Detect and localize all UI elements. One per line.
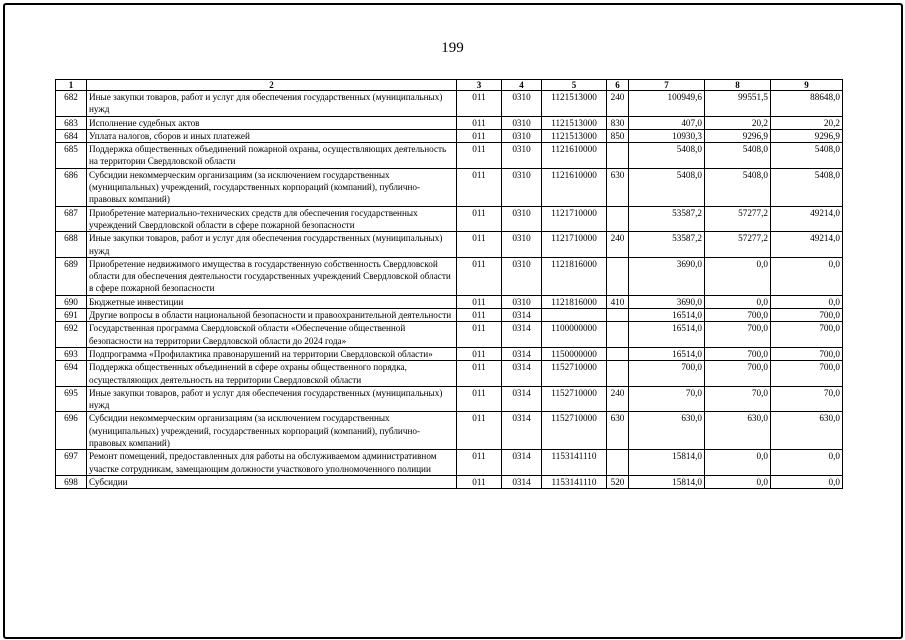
row-number: 694 (56, 361, 87, 387)
row-amount-2022: 630,0 (629, 412, 705, 450)
row-target-code: 1153141110 (542, 450, 607, 476)
row-amount-2024: 70,0 (771, 386, 843, 412)
row-target-code: 1153141110 (542, 475, 607, 488)
table-row (56, 295, 843, 308)
row-section-code: 0314 (502, 386, 542, 412)
row-expense-type: 410 (607, 295, 629, 308)
row-number: 690 (56, 295, 87, 308)
column-header: 2 (87, 80, 457, 91)
row-section-code: 0310 (502, 91, 542, 117)
row-number: 687 (56, 206, 87, 232)
row-amount-2022: 5408,0 (629, 143, 705, 169)
table-row (56, 450, 843, 476)
table-row (56, 168, 843, 206)
row-target-code: 1121513000 (542, 91, 607, 117)
table-row (56, 412, 843, 450)
row-amount-2023: 20,2 (705, 116, 771, 129)
row-ministry-code: 011 (457, 412, 502, 450)
row-number: 697 (56, 450, 87, 476)
row-name: Государственная программа Свердловской области «Обеспечение общественной безопасности на территории Свердловской области до 2024 года» (87, 322, 457, 348)
row-amount-2022: 70,0 (629, 386, 705, 412)
row-amount-2022: 16514,0 (629, 309, 705, 322)
row-amount-2023: 0,0 (705, 295, 771, 308)
row-expense-type (607, 206, 629, 232)
table-row (56, 475, 843, 488)
column-header: 9 (771, 80, 843, 91)
row-target-code (542, 309, 607, 322)
row-amount-2024: 5408,0 (771, 143, 843, 169)
row-amount-2022: 100949,6 (629, 91, 705, 117)
row-amount-2023: 57277,2 (705, 232, 771, 258)
column-header: 8 (705, 80, 771, 91)
row-expense-type: 830 (607, 116, 629, 129)
row-expense-type: 630 (607, 412, 629, 450)
row-section-code: 0314 (502, 475, 542, 488)
row-amount-2024: 9296,9 (771, 129, 843, 142)
row-expense-type (607, 347, 629, 360)
row-name: Субсидии некоммерческим организациям (за исключением государственных (муниципальных) учреждений, государственных корпораций (компаний), публично-правовых компаний) (87, 168, 457, 206)
row-ministry-code: 011 (457, 295, 502, 308)
table-row (56, 116, 843, 129)
row-expense-type (607, 361, 629, 387)
row-amount-2022: 16514,0 (629, 322, 705, 348)
row-ministry-code: 011 (457, 206, 502, 232)
row-name: Поддержка общественных объединений пожарной охраны, осуществляющих деятельность на территории Свердловской области (87, 143, 457, 169)
row-amount-2024: 700,0 (771, 322, 843, 348)
row-name: Иные закупки товаров, работ и услуг для обеспечения государственных (муниципальных) нужд (87, 232, 457, 258)
row-section-code: 0314 (502, 450, 542, 476)
row-section-code: 0314 (502, 412, 542, 450)
row-section-code: 0314 (502, 347, 542, 360)
row-expense-type: 630 (607, 168, 629, 206)
row-ministry-code: 011 (457, 143, 502, 169)
row-ministry-code: 011 (457, 232, 502, 258)
row-section-code: 0310 (502, 257, 542, 295)
row-ministry-code: 011 (457, 475, 502, 488)
row-amount-2023: 630,0 (705, 412, 771, 450)
table-header-row (56, 80, 843, 91)
row-amount-2024: 5408,0 (771, 168, 843, 206)
row-number: 689 (56, 257, 87, 295)
row-amount-2022: 5408,0 (629, 168, 705, 206)
row-amount-2024: 20,2 (771, 116, 843, 129)
row-ministry-code: 011 (457, 450, 502, 476)
row-target-code: 1152710000 (542, 361, 607, 387)
row-amount-2024: 0,0 (771, 475, 843, 488)
row-name: Бюджетные инвестиции (87, 295, 457, 308)
row-amount-2023: 700,0 (705, 322, 771, 348)
row-expense-type (607, 309, 629, 322)
row-name: Исполнение судебных актов (87, 116, 457, 129)
row-amount-2023: 0,0 (705, 257, 771, 295)
row-amount-2022: 10930,3 (629, 129, 705, 142)
row-expense-type: 520 (607, 475, 629, 488)
row-amount-2024: 700,0 (771, 361, 843, 387)
row-target-code: 1121816000 (542, 257, 607, 295)
column-header: 7 (629, 80, 705, 91)
row-number: 693 (56, 347, 87, 360)
row-name: Иные закупки товаров, работ и услуг для обеспечения государственных (муниципальных) нужд (87, 386, 457, 412)
row-number: 691 (56, 309, 87, 322)
row-section-code: 0314 (502, 309, 542, 322)
row-number: 683 (56, 116, 87, 129)
column-header: 1 (56, 80, 87, 91)
row-target-code: 1150000000 (542, 347, 607, 360)
table-row (56, 143, 843, 169)
row-amount-2022: 3690,0 (629, 295, 705, 308)
row-number: 692 (56, 322, 87, 348)
row-target-code: 1121610000 (542, 143, 607, 169)
row-target-code: 1121816000 (542, 295, 607, 308)
row-name: Приобретение материально-технических средств для обеспечения государственных учреждений Свердловской области в сфере пожарной безопасности (87, 206, 457, 232)
table-row (56, 257, 843, 295)
column-header: 5 (542, 80, 607, 91)
table-row (56, 322, 843, 348)
row-target-code: 1152710000 (542, 412, 607, 450)
row-amount-2022: 15814,0 (629, 450, 705, 476)
row-section-code: 0310 (502, 168, 542, 206)
row-amount-2022: 16514,0 (629, 347, 705, 360)
row-section-code: 0310 (502, 206, 542, 232)
row-number: 698 (56, 475, 87, 488)
row-amount-2023: 0,0 (705, 475, 771, 488)
row-number: 684 (56, 129, 87, 142)
budget-table (55, 79, 843, 489)
row-amount-2023: 99551,5 (705, 91, 771, 117)
row-amount-2024: 0,0 (771, 257, 843, 295)
row-amount-2022: 407,0 (629, 116, 705, 129)
row-ministry-code: 011 (457, 386, 502, 412)
row-target-code: 1121710000 (542, 232, 607, 258)
row-amount-2024: 630,0 (771, 412, 843, 450)
row-number: 686 (56, 168, 87, 206)
row-amount-2022: 15814,0 (629, 475, 705, 488)
row-expense-type (607, 143, 629, 169)
row-ministry-code: 011 (457, 347, 502, 360)
row-target-code: 1121513000 (542, 129, 607, 142)
row-target-code: 1100000000 (542, 322, 607, 348)
row-amount-2022: 3690,0 (629, 257, 705, 295)
row-number: 682 (56, 91, 87, 117)
row-target-code: 1121513000 (542, 116, 607, 129)
row-amount-2024: 700,0 (771, 347, 843, 360)
row-amount-2023: 700,0 (705, 347, 771, 360)
table-row (56, 91, 843, 117)
table-row (56, 129, 843, 142)
row-expense-type (607, 257, 629, 295)
table-row (56, 206, 843, 232)
row-amount-2022: 53587,2 (629, 206, 705, 232)
row-amount-2023: 5408,0 (705, 143, 771, 169)
row-target-code: 1121610000 (542, 168, 607, 206)
row-amount-2024: 0,0 (771, 295, 843, 308)
row-section-code: 0310 (502, 116, 542, 129)
row-amount-2023: 70,0 (705, 386, 771, 412)
row-ministry-code: 011 (457, 116, 502, 129)
row-number: 696 (56, 412, 87, 450)
row-name: Иные закупки товаров, работ и услуг для обеспечения государственных (муниципальных) нужд (87, 91, 457, 117)
row-name: Ремонт помещений, предоставленных для работы на обслуживаемом административном участке сотрудникам, замещающим должности участкового уполномоченного полиции (87, 450, 457, 476)
row-section-code: 0310 (502, 129, 542, 142)
row-amount-2024: 700,0 (771, 309, 843, 322)
table-row (56, 232, 843, 258)
row-amount-2024: 49214,0 (771, 232, 843, 258)
row-number: 695 (56, 386, 87, 412)
row-amount-2023: 5408,0 (705, 168, 771, 206)
row-target-code: 1152710000 (542, 386, 607, 412)
column-header: 4 (502, 80, 542, 91)
table-row (56, 309, 843, 322)
row-amount-2023: 0,0 (705, 450, 771, 476)
row-amount-2023: 57277,2 (705, 206, 771, 232)
row-amount-2023: 700,0 (705, 361, 771, 387)
row-amount-2024: 0,0 (771, 450, 843, 476)
row-ministry-code: 011 (457, 257, 502, 295)
row-ministry-code: 011 (457, 129, 502, 142)
row-name: Подпрограмма «Профилактика правонарушений на территории Свердловской области» (87, 347, 457, 360)
row-number: 688 (56, 232, 87, 258)
row-amount-2023: 700,0 (705, 309, 771, 322)
table-row (56, 386, 843, 412)
row-expense-type: 850 (607, 129, 629, 142)
row-expense-type: 240 (607, 91, 629, 117)
row-name: Другие вопросы в области национальной безопасности и правоохранительной деятельности (87, 309, 457, 322)
row-name: Приобретение недвижимого имущества в государственную собственность Свердловской области для обеспечения деятельности государственных учреждений Свердловской области в сфере пожарной безопасности (87, 257, 457, 295)
row-ministry-code: 011 (457, 361, 502, 387)
row-section-code: 0310 (502, 295, 542, 308)
row-section-code: 0314 (502, 322, 542, 348)
table-body (56, 91, 843, 489)
table-row (56, 361, 843, 387)
row-expense-type: 240 (607, 232, 629, 258)
row-section-code: 0314 (502, 361, 542, 387)
column-header: 3 (457, 80, 502, 91)
row-name: Поддержка общественных объединений в сфере охраны общественного порядка, осуществляющих деятельность на территории Свердловской области (87, 361, 457, 387)
column-header: 6 (607, 80, 629, 91)
row-ministry-code: 011 (457, 309, 502, 322)
row-amount-2022: 700,0 (629, 361, 705, 387)
row-name: Субсидии некоммерческим организациям (за исключением государственных (муниципальных) учреждений, государственных корпораций (компаний), публично-правовых компаний) (87, 412, 457, 450)
row-section-code: 0310 (502, 232, 542, 258)
row-name: Уплата налогов, сборов и иных платежей (87, 129, 457, 142)
row-expense-type (607, 322, 629, 348)
row-expense-type (607, 450, 629, 476)
row-ministry-code: 011 (457, 168, 502, 206)
row-name: Субсидии (87, 475, 457, 488)
row-amount-2022: 53587,2 (629, 232, 705, 258)
row-expense-type: 240 (607, 386, 629, 412)
table-row (56, 347, 843, 360)
row-amount-2024: 49214,0 (771, 206, 843, 232)
row-ministry-code: 011 (457, 322, 502, 348)
row-target-code: 1121710000 (542, 206, 607, 232)
row-amount-2024: 88648,0 (771, 91, 843, 117)
row-amount-2023: 9296,9 (705, 129, 771, 142)
row-ministry-code: 011 (457, 91, 502, 117)
row-number: 685 (56, 143, 87, 169)
row-section-code: 0310 (502, 143, 542, 169)
page-number: 199 (441, 40, 464, 56)
